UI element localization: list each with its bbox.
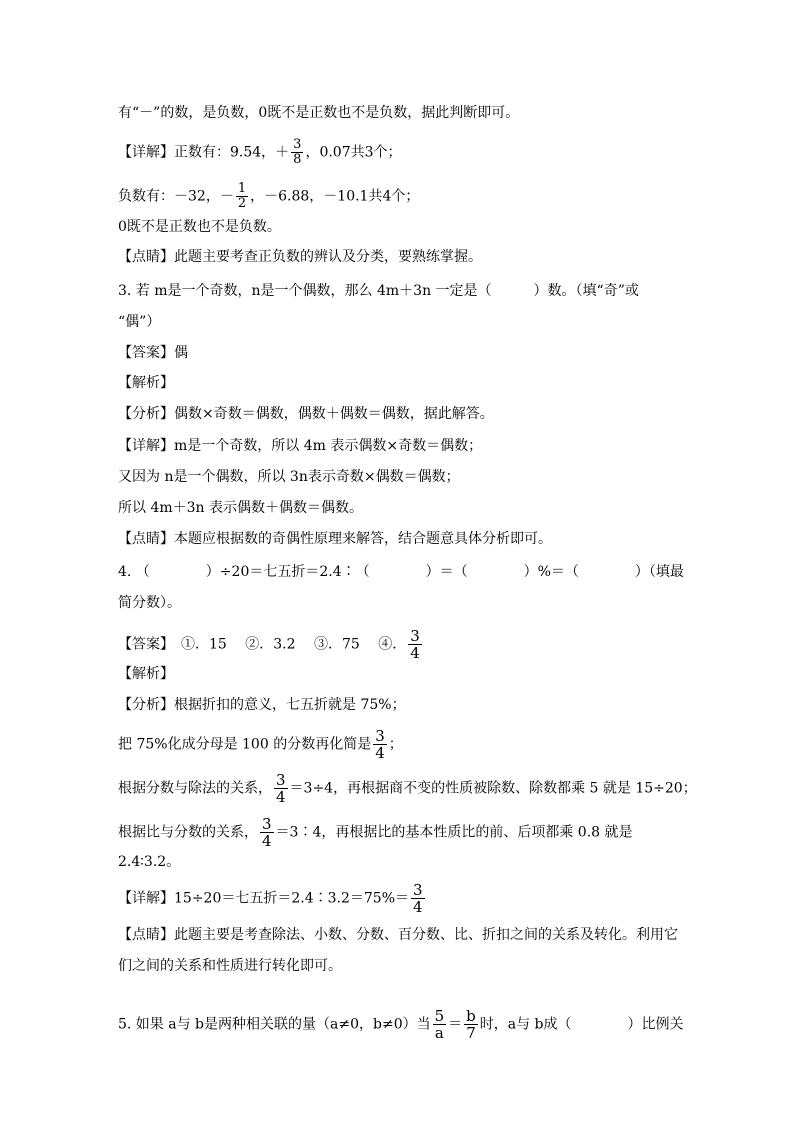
text-segment: 【详解】15÷20＝七五折＝2.4∶3.2＝75%＝	[118, 890, 410, 907]
numerator: 3	[413, 881, 423, 899]
text-line: 有“－”的数，是负数，0既不是正数也不是负数，据此判断即可。	[118, 105, 520, 121]
text-segment: 根据分数与除法的关系，	[118, 780, 272, 797]
analysis-heading: 【解析】	[118, 375, 174, 391]
text-line: 2.4∶3.2。	[118, 854, 181, 870]
detail-line	[118, 882, 427, 915]
text-line	[118, 728, 403, 761]
fraction	[236, 182, 248, 211]
denominator: 2	[237, 196, 247, 211]
text-segment: 【详解】正数有：9.54，＋	[118, 144, 290, 161]
analysis-heading: 【解析】	[118, 666, 174, 682]
fraction	[464, 1008, 478, 1041]
text-segment: ＝	[448, 1016, 463, 1033]
text-segment: ；	[388, 736, 403, 753]
text-line: 【分析】偶数×奇数＝偶数，偶数＋偶数＝偶数，据此解答。	[118, 406, 494, 422]
text-line: 【点睛】本题应根据数的奇偶性原理来解答，结合题意具体分析即可。	[118, 531, 552, 547]
text-line: 【分析】根据折扣的意义，七五折就是 75%；	[118, 697, 406, 713]
fraction	[433, 1008, 447, 1041]
text-line	[118, 816, 633, 849]
fraction	[260, 816, 274, 849]
denominator: 7	[466, 1024, 476, 1042]
text-line: 们之间的关系和性质进行转化即可。	[118, 958, 342, 974]
text-segment: ，0.07共3个；	[305, 144, 402, 161]
numerator: 3	[375, 727, 385, 745]
denominator: 4	[410, 644, 420, 662]
text-segment: ＝3∶4，再根据比的基本性质比的前、后项都乘 0.8 就是	[275, 824, 633, 841]
text-segment: 时，a与 b成（ ）比例关	[479, 1016, 684, 1033]
text-line: 简分数）。	[118, 595, 181, 611]
numerator: 3	[293, 137, 302, 152]
denominator: a	[434, 1024, 444, 1042]
fraction	[274, 772, 288, 805]
text-segment: 5. 如果 a与 b是两种相关联的量（a≠0，b≠0）当	[118, 1016, 431, 1033]
question-4: 4. （ ）÷20＝七五折＝2.4∶（ ）＝（ ）%＝（ ）（填最	[118, 564, 684, 580]
denominator: 4	[276, 788, 286, 806]
answer-line: 【答案】偶	[118, 345, 188, 361]
text-line: 【点睛】此题主要考查正负数的辨认及分类，要熟练掌握。	[118, 249, 482, 265]
text-line: 又因为 n是一个偶数，所以 3n表示奇数×偶数＝偶数；	[118, 469, 460, 485]
text-line: “偶”）	[118, 314, 161, 330]
text-segment: 负数有：－32，－	[118, 188, 234, 205]
fraction	[408, 628, 422, 661]
numerator: 3	[262, 815, 272, 833]
text-segment: 【答案】 ①．15 ②．3.2 ③．75 ④．	[118, 636, 407, 653]
numerator: 3	[276, 771, 286, 789]
question-3: 3. 若 m是一个奇数，n是一个偶数，那么 4m＋3n 一定是（ ）数。（填“奇”或	[118, 283, 639, 299]
text-segment: ，－6.88，－10.1共4个；	[250, 188, 420, 205]
answer-line	[118, 628, 424, 661]
text-segment: 把 75%化成分母是 100 的分数再化简是	[118, 736, 372, 753]
numerator: 5	[434, 1007, 445, 1025]
detail-negative-line	[118, 182, 419, 211]
text-line: 所以 4m＋3n 表示偶数＋偶数＝偶数。	[118, 500, 364, 516]
detail-positive-line	[118, 138, 402, 167]
denominator: 4	[413, 898, 423, 916]
numerator: 3	[410, 627, 420, 645]
fraction	[373, 728, 387, 761]
question-5	[118, 1008, 684, 1041]
text-line: 0既不是正数也不是负数。	[118, 219, 281, 235]
fraction	[291, 138, 303, 167]
text-segment: 根据比与分数的关系，	[118, 824, 258, 841]
denominator: 8	[293, 152, 302, 167]
denominator: 4	[262, 832, 272, 850]
numerator: 1	[237, 181, 247, 196]
text-line	[118, 772, 697, 805]
text-line: 【点睛】此题主要是考查除法、小数、分数、百分数、比、折扣之间的关系及转化。利用它	[118, 927, 678, 943]
denominator: 4	[375, 744, 385, 762]
fraction	[411, 882, 425, 915]
text-line: 【详解】m是一个奇数，所以 4m 表示偶数×奇数＝偶数；	[118, 438, 483, 454]
text-segment: ＝3÷4，再根据商不变的性质被除数、除数都乘 5 就是 15÷20；	[289, 780, 697, 797]
numerator: b	[466, 1007, 476, 1025]
